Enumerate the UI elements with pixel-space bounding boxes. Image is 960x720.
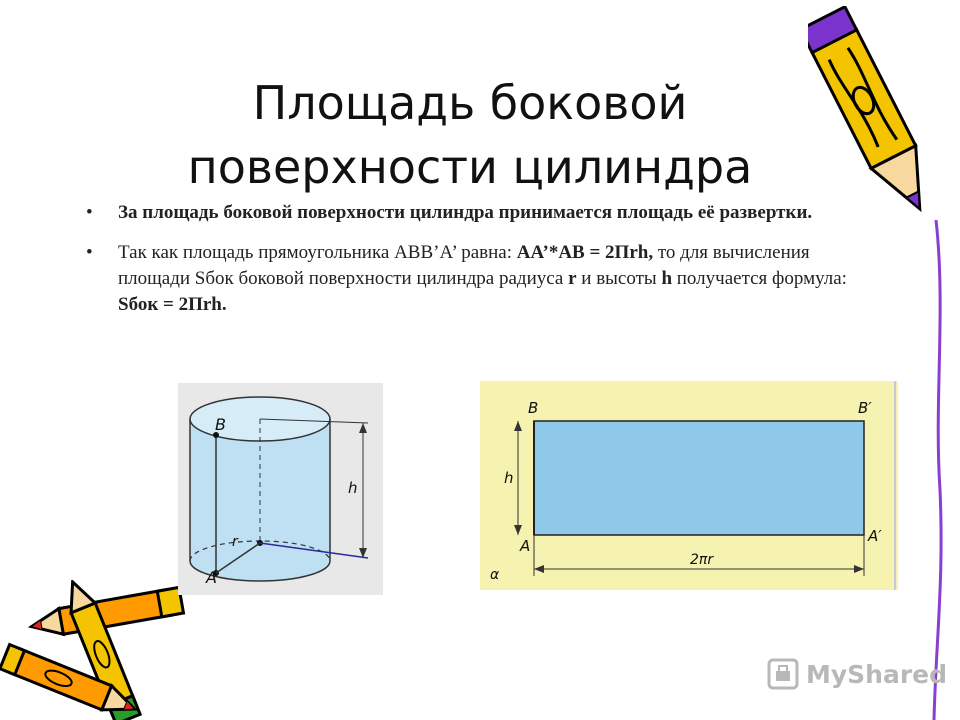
label-h: h — [504, 469, 514, 487]
label-a-prime: A′ — [868, 527, 882, 545]
label-alpha: α — [490, 567, 500, 583]
bullet-var-r: r — [568, 268, 577, 289]
label-b: B — [528, 399, 539, 417]
bullet-text: За площадь боковой поверхности цилиндра принимается площадь её развертки. — [118, 202, 813, 223]
bullet-formula: АА’*АВ = 2Пrh, — [516, 242, 654, 263]
label-a: A — [206, 568, 217, 587]
decorative-border-line — [900, 220, 960, 720]
bullet-list — [84, 200, 874, 332]
cylinder-figure — [178, 383, 383, 595]
crayon-icon — [0, 580, 200, 720]
title-line-1: Площадь боковой — [252, 75, 688, 130]
bullet-text: и высоты — [576, 268, 662, 289]
slide-title — [140, 71, 800, 199]
watermark — [766, 654, 947, 694]
bullet-var-h: h — [661, 268, 673, 289]
label-r: r — [232, 534, 238, 550]
bullet-item — [84, 200, 874, 226]
label-h: h — [348, 479, 358, 497]
bullet-marker: • — [86, 242, 93, 263]
cylinder-development-figure — [480, 381, 898, 590]
pencil-icon — [808, 6, 938, 228]
label-b: B — [215, 415, 226, 434]
bullet-formula: Sбок = 2Пrh. — [118, 294, 227, 315]
label-b-prime: B′ — [858, 399, 872, 417]
bullet-marker: • — [86, 202, 93, 223]
title-line-2: поверхности цилиндра — [187, 139, 753, 194]
bullet-item — [84, 240, 874, 318]
label-width: 2πr — [690, 552, 714, 568]
bullet-text: то для вычисления площади Sбок боковой поверхности цилиндра радиуса — [118, 242, 810, 289]
bullet-text: Так как площадь прямоугольника АВВ’А’ равна: — [118, 242, 517, 263]
share-icon — [766, 657, 800, 691]
watermark-text: MyShared — [806, 659, 948, 689]
bullet-text: получается формула: — [672, 268, 847, 289]
label-a: A — [520, 537, 531, 555]
